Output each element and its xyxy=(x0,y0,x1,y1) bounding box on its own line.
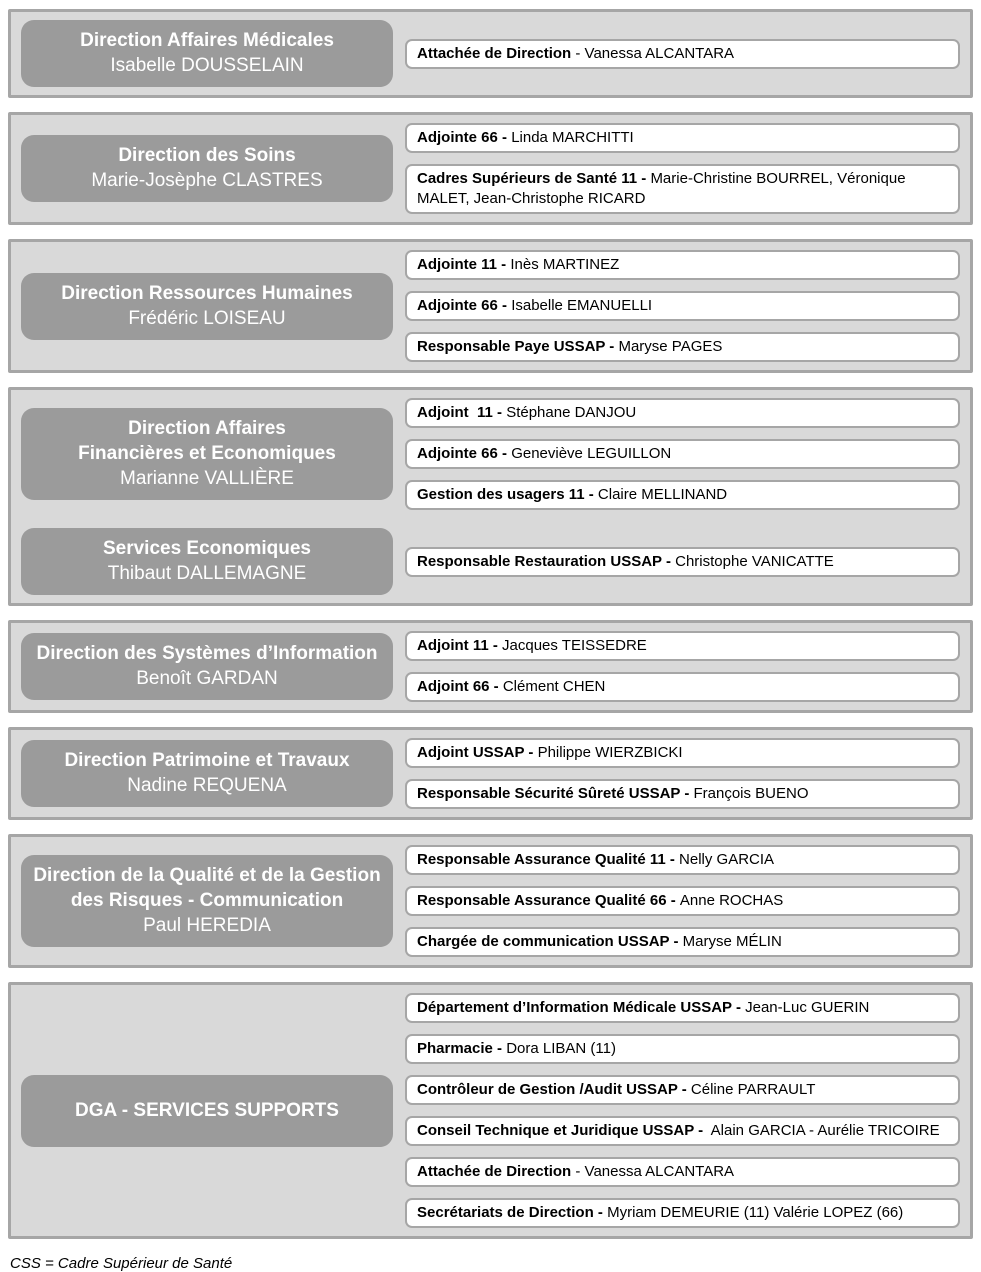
direction-box xyxy=(21,273,393,340)
direction-box xyxy=(21,1075,393,1147)
direction-director-name: Frédéric LOISEAU xyxy=(128,307,286,329)
staff-text xyxy=(417,255,948,275)
org-row xyxy=(21,845,960,957)
direction-title: Direction de la Qualité et de la Gestion xyxy=(33,865,381,886)
org-row xyxy=(21,528,960,595)
org-row xyxy=(21,123,960,214)
staff-name: - Vanessa ALCANTARA xyxy=(571,1163,735,1180)
staff-text xyxy=(417,44,948,64)
staff-role: Secrétariats de Direction - xyxy=(417,1204,608,1221)
staff-list xyxy=(405,39,960,69)
org-row xyxy=(21,631,960,702)
org-section-ressources-humaines xyxy=(8,239,973,373)
staff-text xyxy=(417,337,948,357)
staff-list xyxy=(405,631,960,702)
staff-list xyxy=(405,123,960,214)
org-row xyxy=(21,738,960,809)
org-row xyxy=(21,250,960,362)
staff-text xyxy=(417,1039,948,1059)
staff-role: Conseil Technique et Juridique USSAP - xyxy=(417,1122,708,1139)
direction-title: des Risques - Communication xyxy=(70,890,344,911)
staff-text xyxy=(417,743,948,763)
staff-box xyxy=(405,738,960,768)
direction-title: DGA - SERVICES SUPPORTS xyxy=(75,1100,339,1121)
staff-name: Inès MARTINEZ xyxy=(510,256,620,273)
staff-text xyxy=(417,296,948,316)
direction-box xyxy=(21,20,393,87)
staff-box xyxy=(405,398,960,428)
staff-role: Attachée de Direction xyxy=(417,44,572,62)
staff-list xyxy=(405,993,960,1228)
direction-box xyxy=(21,855,393,947)
staff-text xyxy=(417,891,948,911)
staff-text xyxy=(417,677,948,697)
direction-director-name: Paul HEREDIA xyxy=(143,915,271,936)
staff-name: - Vanessa ALCANTARA xyxy=(571,44,735,62)
org-section-soins xyxy=(8,112,973,225)
staff-text xyxy=(417,169,948,209)
staff-box xyxy=(405,39,960,69)
org-section-affaires-medicales xyxy=(8,9,973,98)
direction-director-name: Thibaut DALLEMAGNE xyxy=(107,563,307,584)
direction-title: Direction des Soins xyxy=(118,145,296,166)
direction-title: Financières et Economiques xyxy=(78,443,336,464)
staff-name: Jacques TEISSEDRE xyxy=(502,637,647,654)
direction-director-name: Benoît GARDAN xyxy=(136,668,278,689)
direction-title: Direction Patrimoine et Travaux xyxy=(64,750,350,771)
direction-title: Direction Ressources Humaines xyxy=(61,282,353,304)
staff-text xyxy=(417,1162,948,1182)
staff-text xyxy=(417,1080,948,1100)
staff-role: Adjointe 11 - xyxy=(417,256,511,273)
staff-role: Gestion des usagers 11 - xyxy=(417,486,598,503)
direction-title: Direction des Systèmes d’Information xyxy=(36,643,378,664)
direction-director-name: Isabelle DOUSSELAIN xyxy=(110,55,304,76)
direction-box xyxy=(21,633,393,700)
direction-box xyxy=(21,528,393,595)
staff-role: Adjoint USSAP - xyxy=(417,744,538,761)
staff-list xyxy=(405,250,960,362)
staff-box xyxy=(405,845,960,875)
direction-box xyxy=(21,408,393,500)
org-row xyxy=(21,20,960,87)
staff-list xyxy=(405,547,960,577)
staff-role: Responsable Paye USSAP - xyxy=(417,338,619,355)
staff-name: Geneviève LEGUILLON xyxy=(511,445,672,462)
staff-role: Adjointe 66 - xyxy=(417,129,512,146)
org-section-dga xyxy=(8,982,973,1239)
staff-text xyxy=(417,1203,948,1223)
staff-list xyxy=(405,738,960,809)
staff-box xyxy=(405,1116,960,1146)
staff-box xyxy=(405,439,960,469)
org-section-affaires-financieres xyxy=(8,387,973,606)
org-sections xyxy=(8,9,973,1239)
direction-director-name: Marianne VALLIÈRE xyxy=(120,468,294,489)
staff-box xyxy=(405,480,960,510)
staff-text xyxy=(417,403,948,423)
staff-name: Anne ROCHAS xyxy=(679,892,784,909)
staff-role: Adjoint 11 - xyxy=(417,637,503,654)
staff-role: Responsable Assurance Qualité 66 - xyxy=(417,892,680,909)
staff-text xyxy=(417,850,948,870)
direction-title: Direction Affaires Médicales xyxy=(80,30,334,51)
direction-title: Services Economiques xyxy=(102,538,312,559)
staff-role: Contrôleur de Gestion /Audit USSAP - xyxy=(417,1081,691,1098)
direction-box xyxy=(21,740,393,807)
staff-text xyxy=(417,1121,948,1141)
staff-text xyxy=(417,444,948,464)
staff-name: Maryse MÉLIN xyxy=(682,933,782,950)
direction-box xyxy=(21,135,393,202)
staff-role: Chargée de communication USSAP - xyxy=(417,933,683,950)
direction-director-name: Nadine REQUENA xyxy=(127,775,287,796)
staff-role: Adjointe 66 - xyxy=(417,445,512,462)
org-row xyxy=(21,398,960,510)
staff-box xyxy=(405,1198,960,1228)
staff-role: Adjoint 66 - xyxy=(417,678,503,695)
staff-text xyxy=(417,485,948,505)
staff-role: Département d’Information Médicale USSAP - xyxy=(417,999,746,1016)
staff-role: Adjoint 11 - xyxy=(417,404,507,421)
org-section-systemes-information xyxy=(8,620,973,713)
org-row xyxy=(21,993,960,1228)
staff-box xyxy=(405,886,960,916)
staff-role: Attachée de Direction xyxy=(417,1163,572,1180)
staff-role: Responsable Sécurité Sûreté USSAP - xyxy=(417,785,694,802)
org-section-patrimoine-travaux xyxy=(8,727,973,820)
staff-box xyxy=(405,1034,960,1064)
staff-text xyxy=(417,128,948,148)
staff-name: Stéphane DANJOU xyxy=(506,404,637,421)
staff-box xyxy=(405,672,960,702)
staff-text xyxy=(417,636,948,656)
staff-role: Adjointe 66 - xyxy=(417,297,512,314)
staff-name: Nelly GARCIA xyxy=(679,851,775,868)
staff-name: Maryse PAGES xyxy=(618,338,723,355)
staff-box xyxy=(405,1075,960,1105)
staff-name: Linda MARCHITTI xyxy=(511,129,634,146)
staff-box xyxy=(405,1157,960,1187)
staff-text xyxy=(417,552,948,572)
staff-text xyxy=(417,932,948,952)
org-section-qualite-risques xyxy=(8,834,973,968)
staff-name: Céline PARRAULT xyxy=(690,1081,816,1098)
staff-text xyxy=(417,784,948,804)
staff-box xyxy=(405,779,960,809)
staff-box xyxy=(405,164,960,214)
staff-name: Jean-Luc GUERIN xyxy=(745,999,870,1016)
staff-box xyxy=(405,332,960,362)
staff-box xyxy=(405,291,960,321)
staff-text xyxy=(417,998,948,1018)
staff-role: Pharmacie - xyxy=(417,1040,507,1057)
staff-role: Cadres Supérieurs de Santé 11 - xyxy=(417,170,651,187)
staff-name: Alain GARCIA - Aurélie TRICOIRE xyxy=(707,1122,940,1139)
staff-name: Dora LIBAN (11) xyxy=(506,1040,616,1057)
staff-list xyxy=(405,398,960,510)
staff-list xyxy=(405,845,960,957)
staff-name: Claire MELLINAND xyxy=(597,486,728,503)
legend-note: CSS = Cadre Supérieur de Santé xyxy=(10,1255,233,1272)
staff-name: Christophe VANICATTE xyxy=(675,552,834,570)
staff-name: Myriam DEMEURIE (11) Valérie LOPEZ (66) xyxy=(607,1204,904,1221)
staff-box xyxy=(405,547,960,577)
direction-director-name: Marie-Josèphe CLASTRES xyxy=(91,170,323,191)
staff-name: Isabelle EMANUELLI xyxy=(511,297,653,314)
staff-role: Responsable Restauration USSAP - xyxy=(417,552,676,570)
staff-name: François BUENO xyxy=(693,785,809,802)
staff-box xyxy=(405,927,960,957)
staff-role: Responsable Assurance Qualité 11 - xyxy=(417,851,680,868)
staff-box xyxy=(405,993,960,1023)
staff-box xyxy=(405,250,960,280)
direction-title: Direction Affaires xyxy=(128,418,286,439)
staff-name: Philippe WIERZBICKI xyxy=(537,744,683,761)
staff-box xyxy=(405,123,960,153)
staff-box xyxy=(405,631,960,661)
staff-name: Clément CHEN xyxy=(502,678,606,695)
staff-name: Marie-Christine BOURREL, Véronique MALET, Jean-Christophe RICARD xyxy=(417,170,910,207)
